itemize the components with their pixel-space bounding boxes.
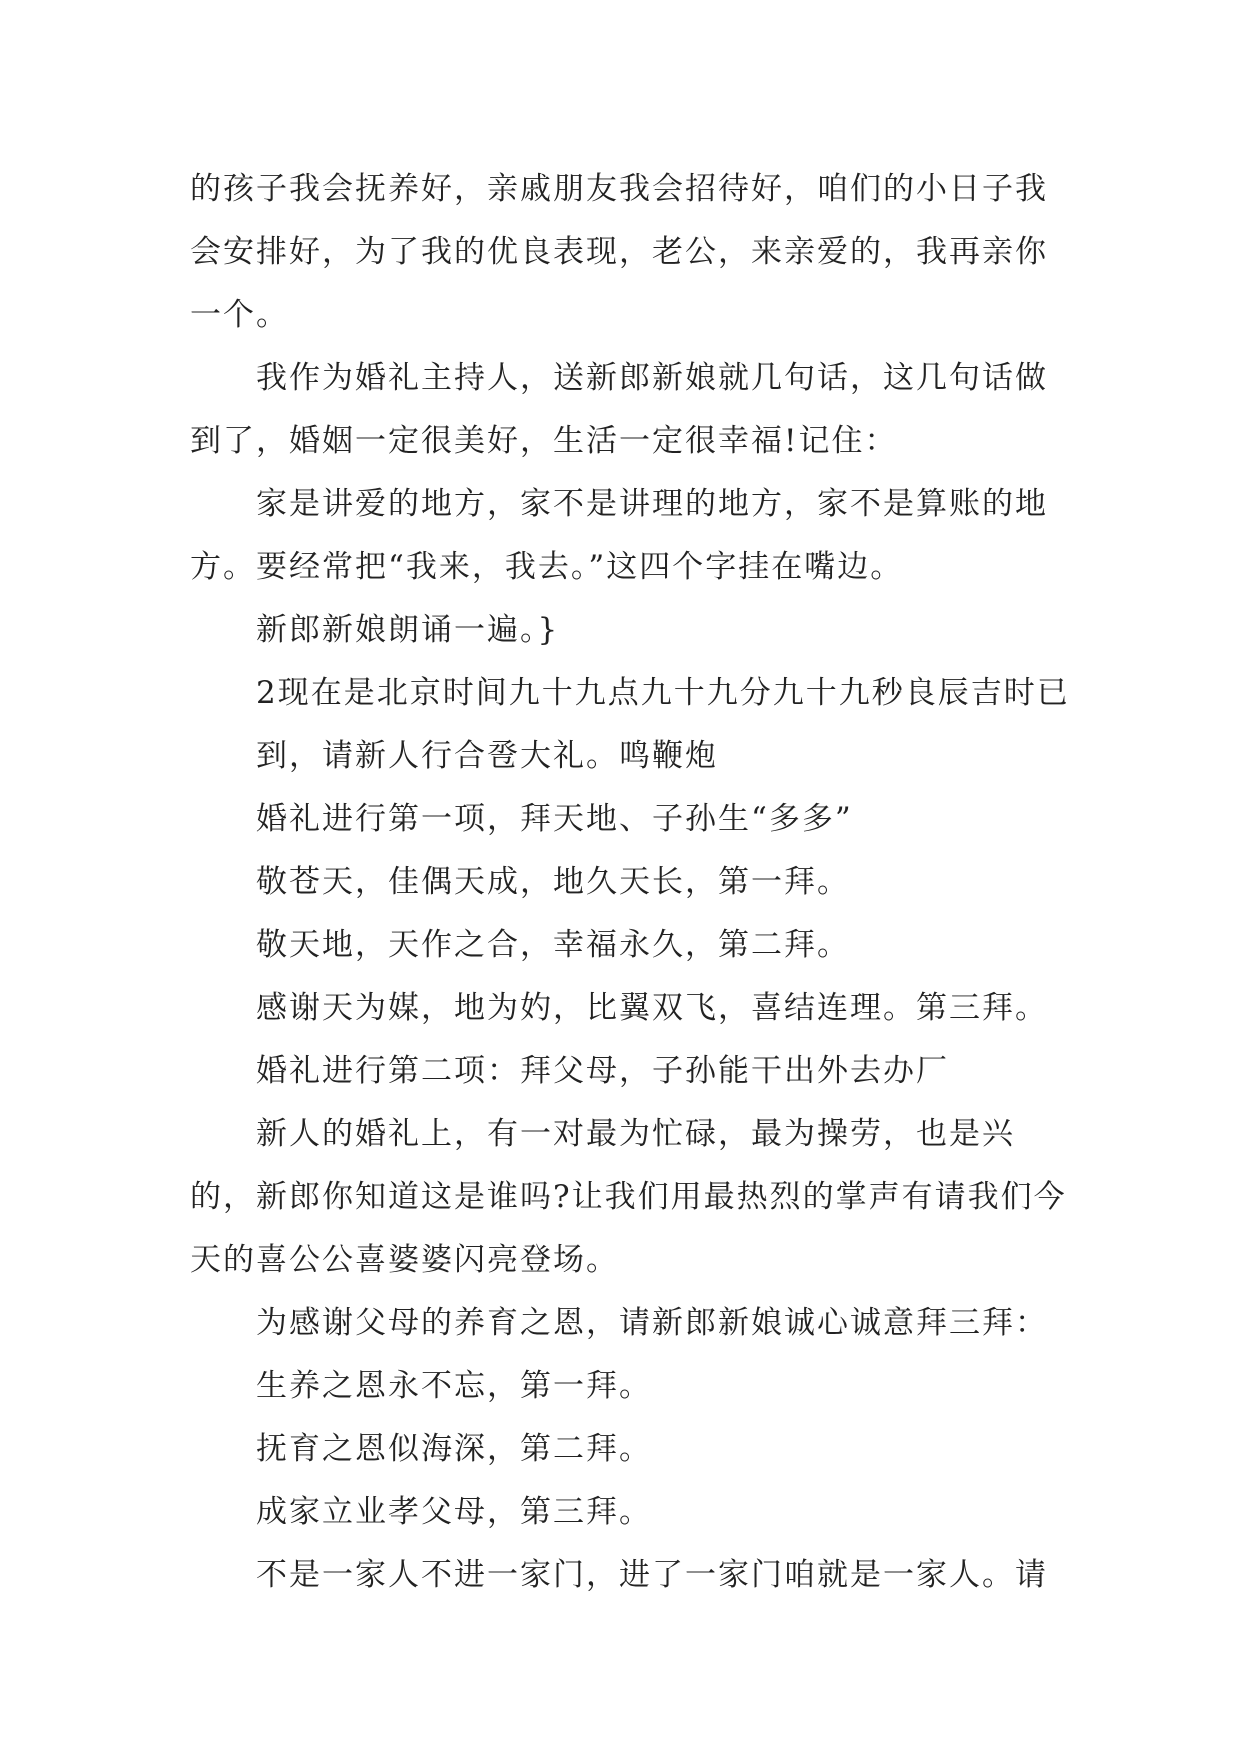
- paragraph-2: 我作为婚礼主持人，送新郎新娘就几句话，这几句话做到了，婚姻一定很美好，生活一定很幸福!记住：: [190, 360, 1048, 459]
- paragraph-16: 成家立业孝父母，第三拜。: [256, 1494, 652, 1530]
- paragraph-17: 不是一家人不进一家门，进了一家门咱就是一家人。请: [256, 1557, 1048, 1593]
- paragraph-13: 为感谢父母的养育之恩，请新郎新娘诚心诚意拜三拜：: [256, 1305, 1048, 1341]
- paragraph-1: 的孩子我会抚养好，亲戚朋友我会招待好，咱们的小日子我会安排好，为了我的优良表现，老公，来亲爱的，我再亲你一个。: [190, 171, 1048, 333]
- paragraph-6: 到，请新人行合卺大礼。鸣鞭炮: [256, 738, 718, 774]
- document-body: [190, 158, 1070, 1607]
- paragraph-7: 婚礼进行第一项，拜天地、子孙生“多多”: [256, 801, 853, 837]
- paragraph-5: 2现在是北京时间九十九点九十九分九十九秒良辰吉时已: [256, 675, 1070, 711]
- paragraph-4: 新郎新娘朗诵一遍。}: [256, 612, 560, 648]
- paragraph-11: 婚礼进行第二项：拜父母，子孙能干出外去办厂: [256, 1053, 949, 1089]
- paragraph-12: 新人的婚礼上，有一对最为忙碌，最为操劳，也是兴的，新郎你知道这是谁吗?让我们用最热烈的掌声有请我们今天的喜公公喜婆婆闪亮登场。: [190, 1116, 1067, 1278]
- paragraph-14: 生养之恩永不忘，第一拜。: [256, 1368, 652, 1404]
- paragraph-10: 感谢天为媒，地为妁，比翼双飞，喜结连理。第三拜。: [256, 990, 1048, 1026]
- paragraph-8: 敬苍天，佳偶天成，地久天长，第一拜。: [256, 864, 850, 900]
- paragraph-15: 抚育之恩似海深，第二拜。: [256, 1431, 652, 1467]
- paragraph-3: 家是讲爱的地方，家不是讲理的地方，家不是算账的地方。要经常把“我来，我去。”这四个字挂在嘴边。: [190, 486, 1048, 585]
- paragraph-9: 敬天地，天作之合，幸福永久，第二拜。: [256, 927, 850, 963]
